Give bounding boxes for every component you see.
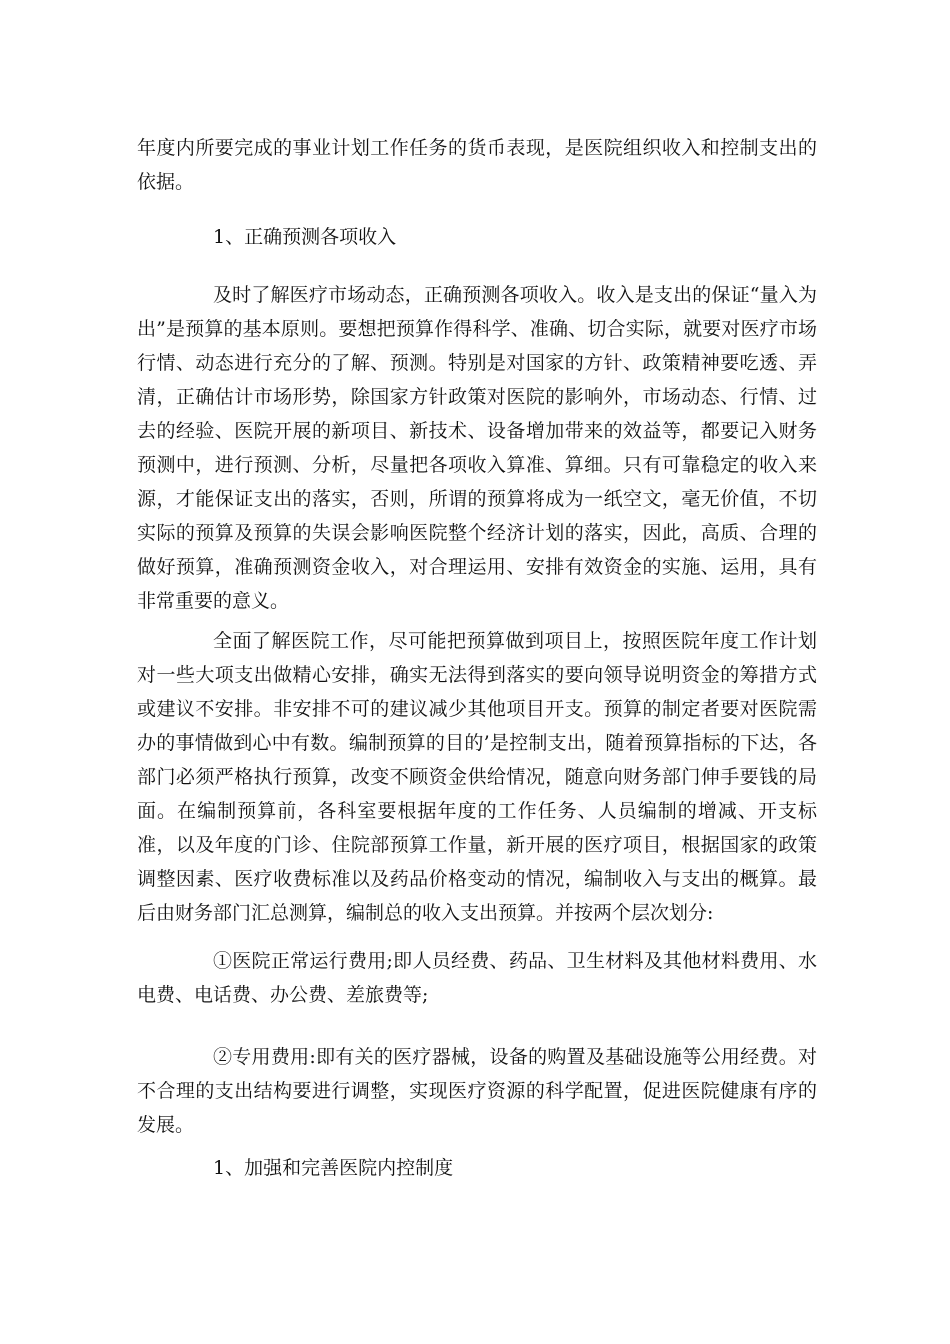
paragraph-special-costs: ②专用费用:即有关的医疗器械，设备的购置及基础设施等公用经费。对不合理的支出结构要进行调整，实现医疗资源的科学配置，促进医院健康有序的发展。 — [137, 1046, 817, 1136]
paragraph-intro: 年度内所要完成的事业计划工作任务的货币表现，是医院组织收入和控制支出的依据。 — [137, 137, 817, 193]
section-heading-revenue-forecast: 1、正确预测各项收入 — [213, 226, 397, 248]
paragraph-revenue-forecast: 及时了解医疗市场动态，正确预测各项收入。收入是支出的保证“量入为出”是预算的基本原则。要想把预算作得科学、准确、切合实际，就要对医疗市场行情、动态进行充分的了解、预测。特别是对国家的方针、政策精神要吃透、弄清，正确估计市场形势，除国家方针政策对医院的影响外，市场动态、行情、过去的经验、医院开展的新项目、新技术、设备增加带来的效益等，都要记入财务预测中，进行预测、分析，尽量把各项收入算准、算细。只有可靠稳定的收入来源，才能保证支出的落实，否则，所谓的预算将成为一纸空文，毫无价值，不切实际的预算及预算的失误会影响医院整个经济计划的落实，因此，高质、合理的做好预算，准确预测资金收入，对合理运用、安排有效资金的实施、运用，具有非常重要的意义。 — [137, 284, 817, 612]
section-heading-internal-control: 1、加强和完善医院内控制度 — [213, 1157, 454, 1179]
paragraph-operating-costs: ①医院正常运行费用;即人员经费、药品、卫生材料及其他材料费用、水电费、电话费、办公费、差旅费等; — [137, 950, 817, 1006]
paragraph-budget-planning: 全面了解医院工作，尽可能把预算做到项目上，按照医院年度工作计划对一些大项支出做精心安排，确实无法得到落实的要向领导说明资金的筹措方式或建议不安排。非安排不可的建议减少其他项目开支。预算的制定者要对医院需办的事情做到心中有数。编制预算的目的’是控制支出，随着预算指标的下达，各部门必须严格执行预算，改变不顾资金供给情况，随意向财务部门伸手要钱的局面。在编制预算前，各科室要根据年度的工作任务、人员编制的增减、开支标准，以及年度的门诊、住院部预算工作量，新开展的医疗项目，根据国家的政策调整因素、医疗收费标准以及药品价格变动的情况，编制收入与支出的概算。最后由财务部门汇总测算，编制总的收入支出预算。并按两个层次划分: — [137, 630, 817, 924]
